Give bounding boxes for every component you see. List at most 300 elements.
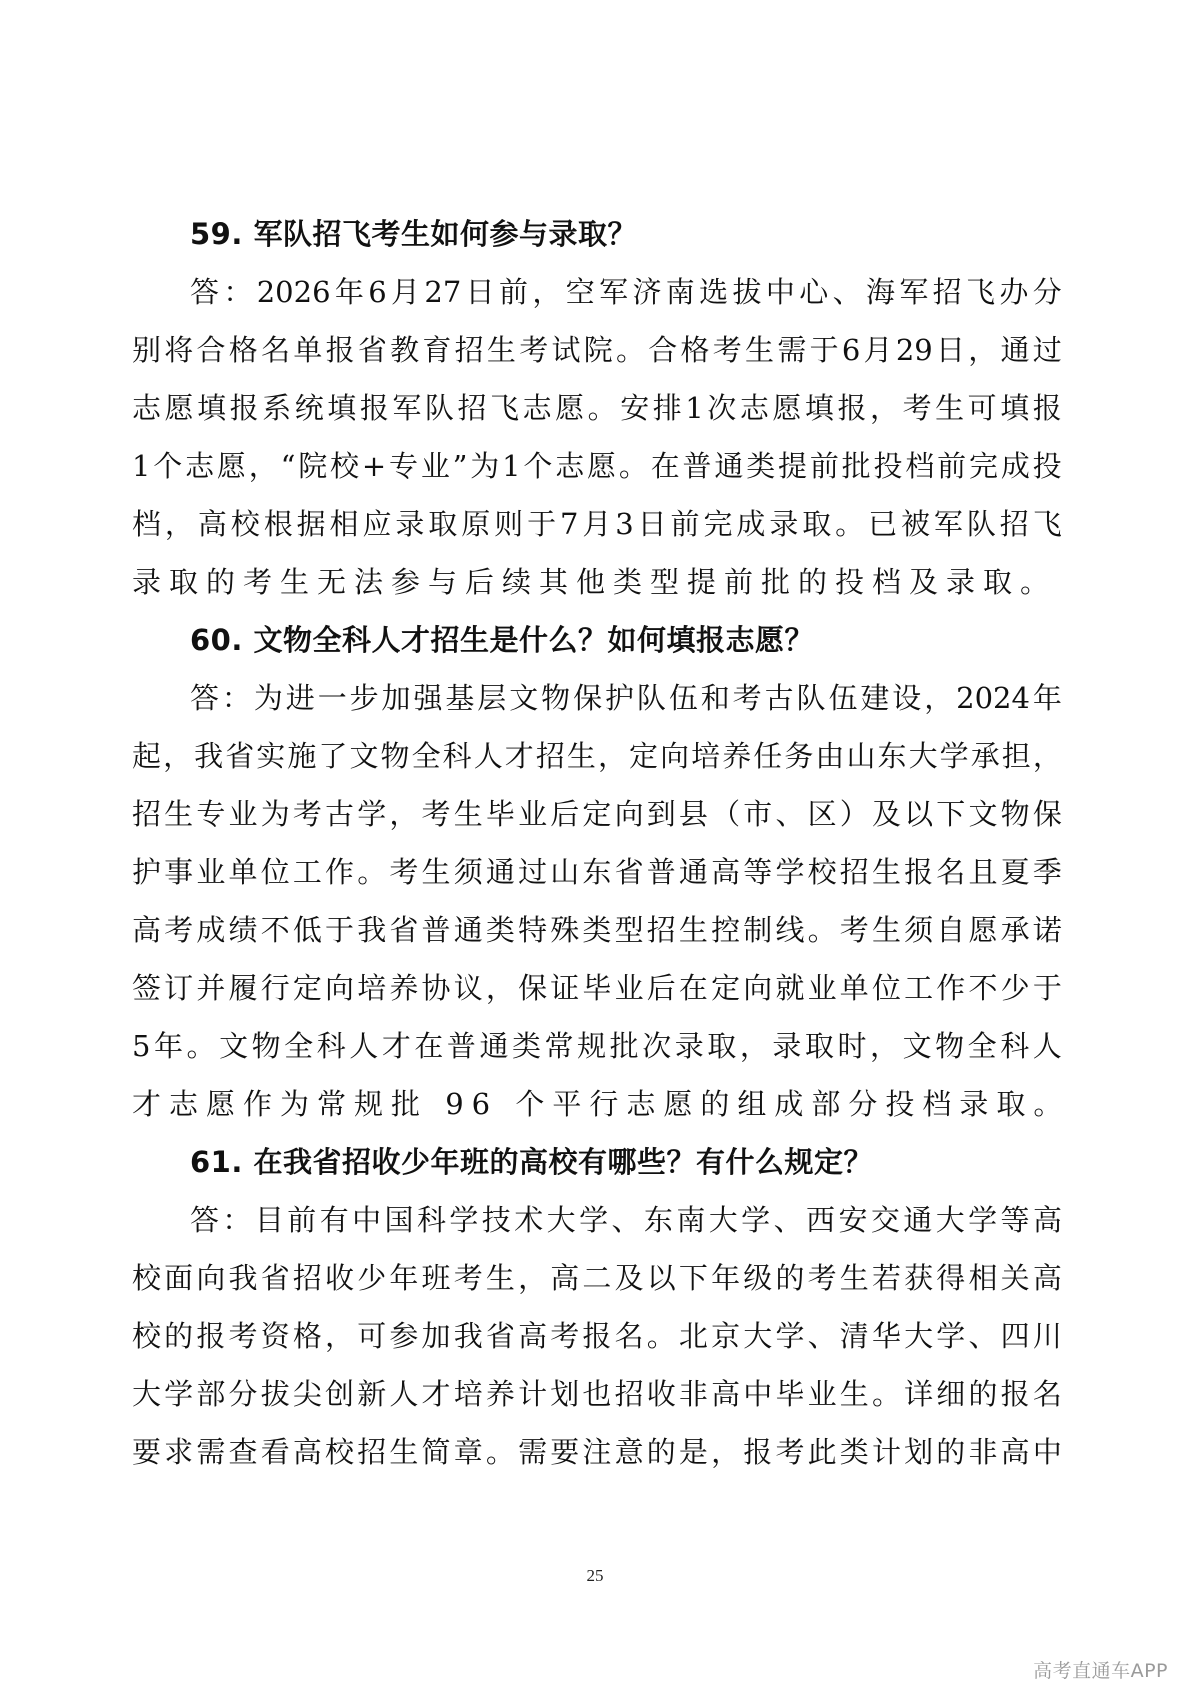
glyph: 月 (863, 333, 893, 367)
glyph: ， (518, 1261, 548, 1295)
glyph: 考 (389, 855, 419, 889)
glyph: 科 (442, 739, 472, 773)
glyph: 华 (871, 1319, 901, 1353)
glyph: 班 (421, 1261, 451, 1295)
glyph: 高 (1032, 1261, 1062, 1295)
answer-line (132, 1365, 1062, 1423)
glyph: 类 (512, 1029, 542, 1063)
glyph: 省 (389, 913, 419, 947)
glyph: 根 (263, 507, 293, 541)
glyph: 技 (481, 1203, 511, 1237)
glyph: 行 (260, 971, 290, 1005)
glyph: 伍 (828, 681, 858, 715)
glyph: 定 (711, 971, 741, 1005)
glyph: 为 (260, 797, 290, 831)
answer-line (132, 1017, 1062, 1075)
glyph: 、 (807, 1319, 837, 1353)
glyph: 生 (453, 797, 483, 831)
glyph: 考 (164, 913, 194, 947)
glyph: 招 (132, 797, 162, 831)
glyph: 。 (835, 507, 865, 541)
glyph: 志 (185, 449, 215, 483)
glyph: 类 (582, 913, 612, 947)
glyph: 过 (518, 855, 548, 889)
glyph: 志 (555, 449, 585, 483)
glyph: 于 (1032, 971, 1062, 1005)
glyph: 队 (424, 391, 454, 425)
glyph: 学 (741, 1203, 771, 1237)
glyph: 。 (587, 391, 617, 425)
glyph: 校 (132, 1261, 162, 1295)
glyph: 定 (629, 739, 659, 773)
glyph: 愿 (164, 391, 194, 425)
glyph: 的 (164, 1319, 194, 1353)
glyph: 生 (566, 739, 596, 773)
glyph: 目 (254, 1203, 284, 1237)
glyph: 在 (414, 1029, 444, 1063)
glyph: 考 (228, 1319, 258, 1353)
glyph: 招 (357, 1435, 387, 1469)
glyph: 意 (614, 1435, 644, 1469)
glyph: 校 (807, 855, 837, 889)
glyph: 学 (968, 1203, 998, 1237)
glyph: 须 (453, 855, 483, 889)
glyph: 基 (445, 681, 475, 715)
glyph: 新 (357, 1377, 387, 1411)
glyph: 步 (349, 681, 379, 715)
glyph: 单 (228, 855, 258, 889)
answer-paragraph (132, 263, 1062, 611)
glyph: 完 (968, 449, 998, 483)
glyph: 省 (357, 333, 387, 367)
glyph: 前 (670, 507, 700, 541)
glyph: 物 (251, 1029, 281, 1063)
glyph: 飞 (1032, 507, 1062, 541)
qa-section-59 (132, 205, 1062, 611)
glyph: 划 (550, 1377, 580, 1411)
glyph: 位 (260, 855, 290, 889)
glyph: 。 (646, 1319, 676, 1353)
glyph: 排 (652, 391, 682, 425)
glyph: 科 (416, 1203, 446, 1237)
glyph: 大 (708, 1203, 738, 1237)
glyph: 投 (1032, 449, 1062, 483)
glyph: 省 (614, 855, 644, 889)
glyph: 古 (764, 681, 794, 715)
glyph: 由 (815, 739, 845, 773)
glyph: 我 (228, 1261, 258, 1295)
glyph: 计 (518, 1377, 548, 1411)
glyph: 名 (936, 855, 966, 889)
glyph: 向 (660, 739, 690, 773)
glyph: 查 (228, 1435, 258, 1469)
glyph: 普 (421, 913, 451, 947)
glyph: 名 (261, 333, 291, 367)
glyph: 类 (485, 913, 515, 947)
glyph: 据 (296, 507, 326, 541)
glyph: 办 (999, 275, 1029, 309)
glyph: 安 (620, 391, 650, 425)
glyph: 在 (650, 449, 680, 483)
glyph: 答 (190, 275, 220, 309)
glyph: ， (389, 797, 419, 831)
glyph: 人 (389, 1377, 419, 1411)
glyph: 大 (904, 1319, 934, 1353)
glyph: 前 (809, 449, 839, 483)
answer-line (132, 379, 1062, 437)
glyph: 填 (197, 391, 227, 425)
glyph: 选 (699, 275, 729, 309)
glyph: 计 (871, 1435, 901, 1469)
glyph: 报 (325, 333, 355, 367)
glyph: 考 (712, 333, 742, 367)
glyph: 。 (485, 1435, 515, 1469)
glyph: 院 (583, 333, 613, 367)
answer-line (132, 1307, 1062, 1365)
glyph: 的 (646, 1435, 676, 1469)
glyph: ， (711, 1435, 741, 1469)
glyph: 愿 (555, 391, 585, 425)
answer-line (132, 901, 1062, 959)
glyph: 队 (636, 681, 666, 715)
glyph: 业 (807, 1377, 837, 1411)
glyph: 向 (325, 971, 355, 1005)
glyph: 可 (967, 391, 997, 425)
glyph: 二 (582, 1261, 612, 1295)
glyph: 制 (743, 913, 773, 947)
glyph: 季 (1032, 855, 1062, 889)
glyph: 向 (614, 797, 644, 831)
glyph: 高 (518, 1319, 548, 1353)
glyph: 省 (260, 1261, 290, 1295)
glyph: ： (221, 681, 251, 715)
glyph: 中 (743, 1377, 773, 1411)
glyph: 前 (287, 1203, 317, 1237)
glyph: 别 (132, 333, 162, 367)
glyph: （ (711, 797, 741, 831)
glyph: 填 (1000, 391, 1030, 425)
glyph: 高 (711, 1377, 741, 1411)
glyph: 过 (1032, 333, 1062, 367)
glyph: 协 (421, 971, 451, 1005)
glyph: 获 (904, 1261, 934, 1295)
glyph: 不 (968, 971, 998, 1005)
glyph: 3 (615, 507, 634, 541)
glyph: 尖 (292, 1377, 322, 1411)
glyph: 拔 (260, 1377, 290, 1411)
glyph: 我 (453, 1319, 483, 1353)
glyph: 才 (421, 1377, 451, 1411)
glyph: 并 (196, 971, 226, 1005)
glyph: 育 (422, 333, 452, 367)
glyph: ： (223, 275, 253, 309)
glyph: 于 (809, 333, 839, 367)
answer-line (132, 959, 1062, 1017)
glyph: 、 (775, 797, 805, 831)
glyph: 7 (559, 507, 579, 541)
glyph: 完 (703, 507, 733, 541)
glyph: ， (325, 1319, 355, 1353)
answer-line (132, 1423, 1062, 1481)
glyph: 收 (325, 1261, 355, 1295)
glyph: 简 (421, 1435, 451, 1469)
glyph: 志 (132, 391, 162, 425)
glyph: 中 (352, 1203, 382, 1237)
glyph: 业 (228, 797, 258, 831)
glyph: 。 (186, 1029, 216, 1063)
glyph: 特 (518, 913, 548, 947)
glyph: ， (163, 739, 193, 773)
glyph: ， (485, 971, 515, 1005)
glyph: 时 (837, 1029, 867, 1063)
glyph: 大 (908, 739, 938, 773)
glyph: 了 (318, 739, 348, 773)
glyph: 少 (1000, 971, 1030, 1005)
answer-line (132, 727, 1062, 785)
glyph: 愿 (968, 913, 998, 947)
glyph: 国 (384, 1203, 414, 1237)
glyph: 报 (196, 1319, 226, 1353)
glyph: 保 (573, 681, 603, 715)
glyph: 强 (413, 681, 443, 715)
glyph: 录 (769, 507, 799, 541)
glyph: 生 (421, 855, 451, 889)
glyph: 物 (1000, 797, 1030, 831)
page-content (132, 205, 1071, 1481)
glyph: 线 (775, 913, 805, 947)
glyph: 次 (642, 1029, 672, 1063)
glyph: 生 (839, 1261, 869, 1295)
glyph: 履 (228, 971, 258, 1005)
glyph: 志 (522, 391, 552, 425)
glyph: 施 (287, 739, 317, 773)
glyph: 毕 (775, 1377, 805, 1411)
glyph: 伍 (668, 681, 698, 715)
glyph: 通 (485, 855, 515, 889)
glyph: 以 (646, 1261, 676, 1295)
glyph: 可 (357, 1319, 387, 1353)
glyph: 学 (164, 1377, 194, 1411)
glyph: 低 (292, 913, 322, 947)
glyph: 划 (904, 1435, 934, 1469)
glyph: 求 (164, 1435, 194, 1469)
glyph: 招 (457, 391, 487, 425)
glyph: 招 (839, 855, 869, 889)
glyph: 培 (691, 739, 721, 773)
glyph: 生 (486, 333, 516, 367)
glyph: 答 (190, 1203, 220, 1237)
glyph: 业 (614, 971, 644, 1005)
glyph: 文 (349, 739, 379, 773)
glyph: 护 (132, 855, 162, 889)
glyph: 到 (646, 797, 676, 831)
glyph: 才 (381, 1029, 411, 1063)
glyph: 县 (678, 797, 708, 831)
answer-line: 才志愿作为常规批 96 个平行志愿的组成部分投档录取。 (132, 1087, 1071, 1121)
glyph: 考 (519, 333, 549, 367)
glyph: 。 (871, 1377, 901, 1411)
glyph: 前 (499, 275, 529, 309)
glyph: 文 (902, 1029, 932, 1063)
glyph: 录 (395, 507, 425, 541)
glyph: 人 (473, 739, 503, 773)
glyph: 保 (1032, 797, 1062, 831)
glyph: 规 (577, 1029, 607, 1063)
glyph: 少 (357, 1261, 387, 1295)
glyph: 合 (648, 333, 678, 367)
glyph: 证 (550, 971, 580, 1005)
glyph: 填 (327, 391, 357, 425)
question-heading: 59. 军队招飞考生如何参与录取？ (190, 217, 637, 251)
glyph: 个 (153, 449, 183, 483)
glyph: 需 (777, 333, 807, 367)
glyph: 和 (700, 681, 730, 715)
answer-line (132, 495, 1062, 553)
glyph: 山 (846, 739, 876, 773)
glyph: + (361, 449, 387, 483)
glyph: 术 (514, 1203, 544, 1237)
glyph: 次 (707, 391, 737, 425)
glyph: 此 (807, 1435, 837, 1469)
glyph: 订 (164, 971, 194, 1005)
glyph: 日 (935, 333, 965, 367)
glyph: 全 (411, 739, 441, 773)
glyph: 高 (132, 913, 162, 947)
glyph: 交 (870, 1203, 900, 1237)
glyph: 的 (775, 1261, 805, 1295)
glyph: 考 (839, 913, 869, 947)
glyph: 。 (357, 855, 387, 889)
glyph: 生 (164, 797, 194, 831)
glyph: 答 (190, 681, 220, 715)
glyph: 物 (935, 1029, 965, 1063)
glyph: 空 (565, 275, 595, 309)
glyph: 中 (1032, 1435, 1062, 1469)
glyph: 海 (865, 275, 895, 309)
glyph: 及 (871, 797, 901, 831)
app-watermark: 高考直通车APP (1033, 1660, 1168, 1682)
glyph: 安 (838, 1203, 868, 1237)
glyph: 将 (164, 333, 194, 367)
glyph: 录 (772, 1029, 802, 1063)
glyph: 业 (807, 971, 837, 1005)
glyph: 级 (743, 1261, 773, 1295)
glyph: 生 (745, 333, 775, 367)
glyph: 前 (937, 449, 967, 483)
glyph: 中 (765, 275, 795, 309)
glyph: 录 (674, 1029, 704, 1063)
glyph: ： (222, 1203, 252, 1237)
glyph: 省 (485, 1319, 515, 1353)
glyph: ） (839, 797, 869, 831)
glyph: 原 (461, 507, 491, 541)
glyph: 6 (841, 333, 861, 367)
glyph: ， (532, 275, 562, 309)
glyph: ， (1032, 739, 1062, 773)
glyph: 招 (292, 1261, 322, 1295)
glyph: 。 (807, 913, 837, 947)
glyph: 统 (294, 391, 324, 425)
glyph: 人 (1032, 1029, 1062, 1063)
glyph: 投 (873, 449, 903, 483)
glyph: 养 (722, 739, 752, 773)
glyph: 取 (804, 1029, 834, 1063)
glyph: 通 (453, 913, 483, 947)
glyph: ， (870, 391, 900, 425)
glyph: 考 (421, 797, 451, 831)
glyph: 生 (871, 855, 901, 889)
glyph: 等 (743, 855, 773, 889)
glyph: 生 (389, 1435, 419, 1469)
glyph: 通 (1000, 333, 1030, 367)
glyph: 我 (357, 913, 387, 947)
glyph: 考 (775, 1435, 805, 1469)
glyph: 2024 (956, 681, 1030, 715)
glyph: 年 (389, 1261, 419, 1295)
glyph: 分 (1032, 275, 1062, 309)
glyph: 愿 (772, 391, 802, 425)
glyph: 年 (153, 1029, 183, 1063)
glyph: 夏 (1000, 855, 1030, 889)
glyph: 层 (477, 681, 507, 715)
glyph: 成 (196, 913, 226, 947)
glyph: 报 (1032, 391, 1062, 425)
glyph: ， (924, 681, 954, 715)
glyph: 大 (743, 1319, 773, 1353)
glyph: 2026 (256, 275, 331, 309)
glyph: 的 (936, 1435, 966, 1469)
glyph: 须 (904, 913, 934, 947)
glyph: 实 (256, 739, 286, 773)
glyph: 报 (904, 855, 934, 889)
glyph: 南 (676, 1203, 706, 1237)
glyph: 批 (609, 1029, 639, 1063)
glyph: 军 (599, 275, 629, 309)
glyph: 大 (546, 1203, 576, 1237)
glyph: 作 (936, 971, 966, 1005)
glyph: 校 (330, 449, 360, 483)
glyph: ， (968, 333, 998, 367)
glyph: 章 (453, 1435, 483, 1469)
glyph: 生 (839, 1377, 869, 1411)
glyph: 拔 (732, 275, 762, 309)
glyph: 也 (582, 1377, 612, 1411)
glyph: 考 (453, 1261, 483, 1295)
glyph: 南 (665, 275, 695, 309)
glyph: 为 (253, 681, 283, 715)
glyph: 已 (868, 507, 898, 541)
glyph: 月 (582, 507, 612, 541)
glyph: 护 (604, 681, 634, 715)
glyph: 考 (807, 1261, 837, 1295)
glyph: 个 (523, 449, 553, 483)
glyph: 细 (936, 1377, 966, 1411)
glyph: ， (870, 1029, 900, 1063)
glyph: 全 (967, 1029, 997, 1063)
glyph: 应 (362, 507, 392, 541)
glyph: 考 (902, 391, 932, 425)
glyph: 部 (196, 1377, 226, 1411)
glyph: 进 (285, 681, 315, 715)
answer-paragraph (132, 1191, 1062, 1481)
glyph: 生 (678, 913, 708, 947)
glyph: 绩 (228, 913, 258, 947)
glyph: 教 (390, 333, 420, 367)
glyph: 为 (470, 449, 500, 483)
glyph: 院 (298, 449, 328, 483)
glyph: 批 (841, 449, 871, 483)
glyph: 招 (932, 275, 962, 309)
